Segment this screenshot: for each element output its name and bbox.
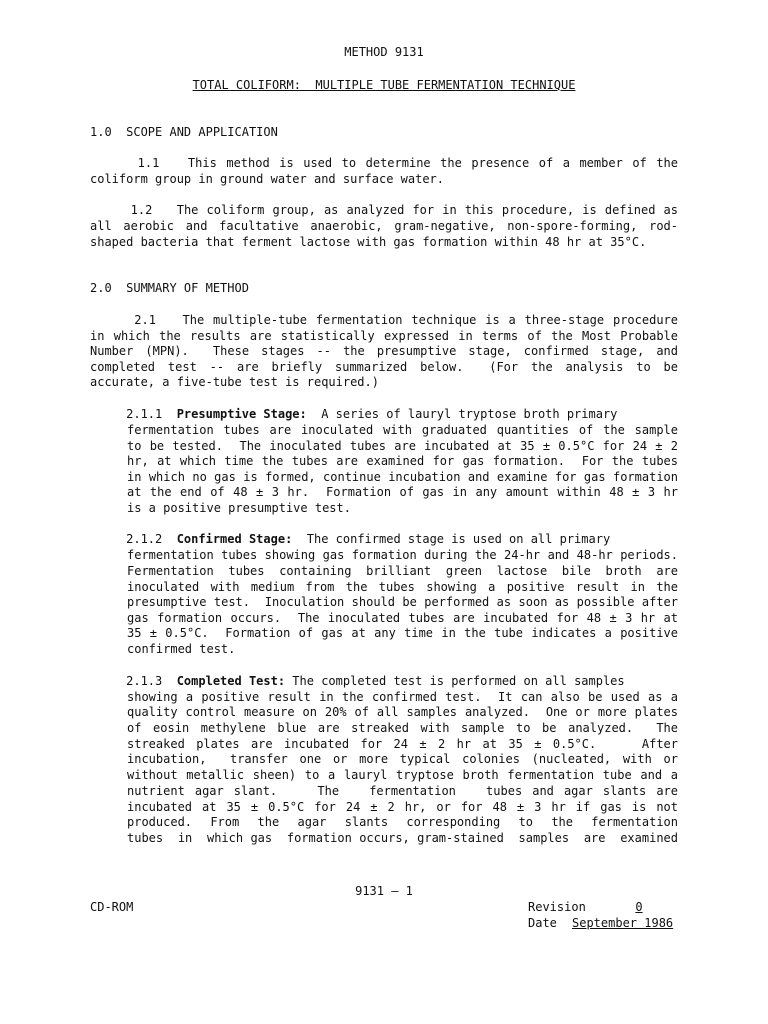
paragraph-2-1-3-line: produced. From the agar slants corresponding to the fermentation <box>127 815 678 829</box>
paragraph-number: 2.1.2 <box>90 532 177 546</box>
paragraph-2-1-2-first-line <box>90 532 678 548</box>
paragraph-text: A series of lauryl tryptose broth primary <box>306 407 618 421</box>
paragraph-1-2-line: shaped bacteria that ferment lactose with gas formation within 48 hr at 35°C. <box>90 235 647 249</box>
section-2-heading: 2.0 SUMMARY OF METHOD <box>90 281 249 295</box>
paragraph-number: 2.1.3 <box>90 674 177 688</box>
paragraph-2-1-1-line: hr, at which time the tubes are examined for gas formation. For the tubes <box>127 454 678 468</box>
paragraph-2-1-line: in which the results are statistically expressed in terms of the Most Probable <box>90 329 678 343</box>
paragraph-2-1-1-first-line <box>90 407 678 423</box>
paragraph-2-1-3-line: showing a positive result in the confirmed test. It can also be used as a <box>127 690 678 704</box>
section-1-heading: 1.0 SCOPE AND APPLICATION <box>90 125 278 139</box>
paragraph-2-1-1-line: to be tested. The inoculated tubes are incubated at 35 ± 0.5°C for 24 ± 2 <box>127 439 678 453</box>
paragraph-2-1-1-line: fermentation tubes are inoculated with graduated quantities of the sample <box>127 423 678 437</box>
revision-value: 0 <box>635 900 643 914</box>
paragraph-1-2-line: 1.2 The coliform group, as analyzed for in this procedure, is defined as <box>90 203 678 217</box>
paragraph-2-1-3-line: streaked plates are incubated for 24 ± 2 hr at 35 ± 0.5°C. After <box>127 737 678 751</box>
date-label: Date <box>528 916 557 930</box>
paragraph-text: The confirmed stage is used on all primary <box>292 532 611 546</box>
method-number: METHOD 9131 <box>344 45 424 59</box>
paragraph-2-1-line: 2.1 The multiple-tube fermentation technique is a three-stage procedure <box>90 313 678 327</box>
presumptive-stage-label: Presumptive Stage: <box>176 407 307 421</box>
date-value: September 1986 <box>572 916 674 930</box>
paragraph-2-1-2-line: confirmed test. <box>127 642 236 656</box>
paragraph-2-1-3-first-line <box>90 674 678 690</box>
paragraph-2-1-1-line: at the end of 48 ± 3 hr. Formation of gas in any amount within 48 ± 3 hr <box>127 485 678 499</box>
paragraph-2-1-3-line: incubation, transfer one or more typical colonies (nucleated, with or <box>127 752 678 766</box>
paragraph-number: 2.1.1 <box>90 407 177 421</box>
completed-test-label: Completed Test: <box>176 674 286 688</box>
paragraph-1-2-line: all aerobic and facultative anaerobic, gram-negative, non-spore-forming, rod- <box>90 219 678 233</box>
paragraph-2-1-3-line: nutrient agar slant. The fermentation tubes and agar slants are <box>127 784 678 798</box>
footer-cd-rom: CD-ROM <box>90 900 134 914</box>
paragraph-2-1-2-line: gas formation occurs. The inoculated tubes are incubated for 48 ± 3 hr at <box>127 611 678 625</box>
paragraph-2-1-1-line: is a positive presumptive test. <box>127 501 351 515</box>
paragraph-2-1-3-line: without metallic sheen) to a lauryl tryptose broth fermentation tube and a <box>127 768 678 782</box>
document-title: TOTAL COLIFORM: MULTIPLE TUBE FERMENTATION TECHNIQUE <box>192 78 576 92</box>
paragraph-2-1-2-line: inoculated with medium from the tubes showing a positive result in the <box>127 580 678 594</box>
paragraph-2-1-1-line: in which no gas is formed, continue incubation and examine for gas formation <box>127 470 678 484</box>
paragraph-2-1-3-line: of eosin methylene blue are streaked with sample to be analyzed. The <box>127 721 678 735</box>
revision-label: Revision <box>528 900 586 914</box>
paragraph-2-1-3-line: incubated at 35 ± 0.5°C for 24 ± 2 hr, or for 48 ± 3 hr if gas is not <box>127 800 678 814</box>
paragraph-1-1-line: 1.1 This method is used to determine the presence of a member of the <box>90 156 678 170</box>
paragraph-2-1-2-line: fermentation tubes showing gas formation during the 24-hr and 48-hr periods. <box>127 548 678 562</box>
paragraph-2-1-3-line: tubes in which gas formation occurs, gram-stained samples are examined <box>127 831 678 845</box>
paragraph-2-1-2-line: 35 ± 0.5°C. Formation of gas at any time in the tube indicates a positive <box>127 626 678 640</box>
paragraph-2-1-line: accurate, a five-tube test is required.) <box>90 375 379 389</box>
confirmed-stage-label: Confirmed Stage: <box>176 532 293 546</box>
page-number: 9131 – 1 <box>355 884 413 898</box>
paragraph-2-1-line: completed test -- are briefly summarized below. (For the analysis to be <box>90 360 678 374</box>
paragraph-2-1-2-line: Fermentation tubes containing brilliant green lactose bile broth are <box>127 564 678 578</box>
paragraph-1-1-line: coliform group in ground water and surface water. <box>90 172 445 186</box>
paragraph-2-1-2-line: presumptive test. Inoculation should be performed as soon as possible after <box>127 595 678 609</box>
paragraph-text: The completed test is performed on all samples <box>285 674 625 688</box>
paragraph-2-1-3-line: quality control measure on 20% of all samples analyzed. One or more plates <box>127 705 678 719</box>
paragraph-2-1-line: Number (MPN). These stages -- the presumptive stage, confirmed stage, and <box>90 344 678 358</box>
